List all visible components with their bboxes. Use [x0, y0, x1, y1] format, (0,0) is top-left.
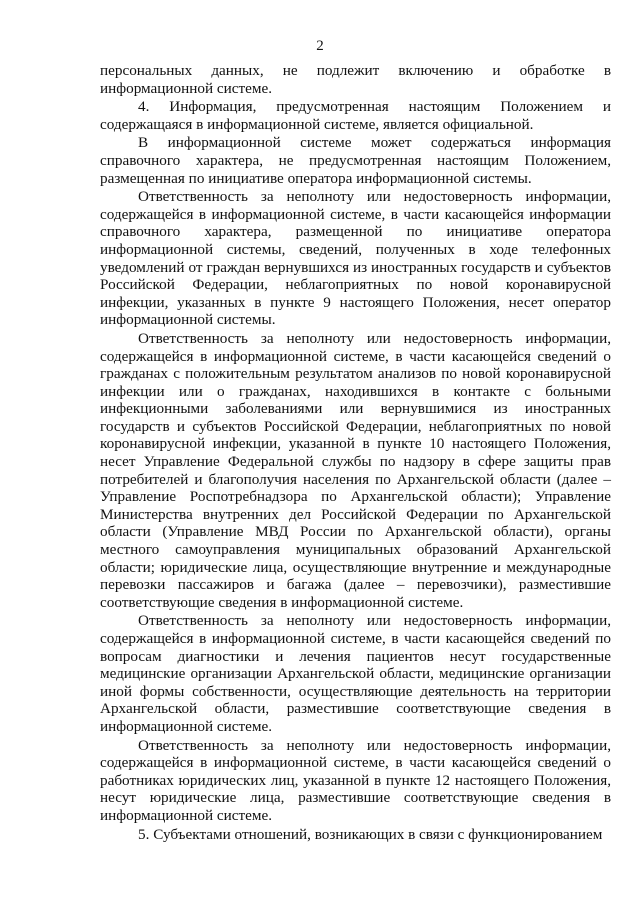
- paragraph-operator-responsibility: Ответственность за неполноту или недостоверность информации, содержащейся в информационной системе, в части касающейся информации справочного характера, размещенной по инициативе оператора информационной системы, сведений, полученных в ходе телефонных уведомлений от граждан вернувшихся из иностранных государств и субъектов Российской Федерации, неблагоприятных по новой коронавирусной инфекции, указанных в пункте 9 настоящего Положения, несет оператор информационной системы.: [100, 188, 611, 329]
- paragraph-item-4: 4. Информация, предусмотренная настоящим Положением и содержащаяся в информационной системе, является официальной.: [100, 98, 611, 133]
- paragraph-continuation: персональных данных, не подлежит включению и обработке в информационной системе.: [100, 62, 611, 97]
- paragraph-agencies-responsibility: Ответственность за неполноту или недостоверность информации, содержащейся в информационной системе, в части касающейся сведений о гражданах с положительным результатом анализов по новой коронавирусной инфекции или о гражданах, находившихся в контакте с больными инфекционными заболеваниями или вернувшимися из иностранных государств и субъектов Российской Федерации, неблагоприятных по новой коронавирусной инфекции, указанной в пункте 10 настоящего Положения, несет Управление Федеральной службы по надзору в сфере защиты прав потребителей и благополучия населения по Архангельской области (далее – Управление Роспотребнадзора по Архангельской области); Управление Министерства внутренних дел Российской Федерации по Архангельской области (Управление МВД России по Архангельской области), органы местного самоуправления муниципальных образований Архангельской области; юридические лица, осуществляющие внутренние и международные перевозки пассажиров и багажа (далее – перевозчики), разместившие соответствующие сведения в информационной системе.: [100, 329, 611, 611]
- paragraph-employers-responsibility: Ответственность за неполноту или недостоверность информации, содержащейся в информационной системе, в части касающейся сведений о работниках юридических лиц, указанной в пункте 12 настоящего Положения, несут юридические лица, разместившие соответствующие сведения в информационной системе.: [100, 736, 611, 824]
- document-body: [100, 62, 611, 843]
- page-number: 2: [316, 38, 324, 54]
- paragraph-medical-responsibility: Ответственность за неполноту или недостоверность информации, содержащейся в информационной системе, в части касающейся сведений по вопросам диагностики и лечения пациентов несут государственные медицинские организации Архангельской области, медицинские организации иной формы собственности, осуществляющие деятельность на территории Архангельской области, разместившие соответствующие сведения в информационной системе.: [100, 612, 611, 735]
- paragraph-item-5: 5. Субъектами отношений, возникающих в связи с функционированием: [138, 825, 603, 843]
- paragraph-reference-info: В информационной системе может содержаться информация справочного характера, не предусмотренная настоящим Положением, размещенная по инициативе оператора информационной системы.: [100, 134, 611, 187]
